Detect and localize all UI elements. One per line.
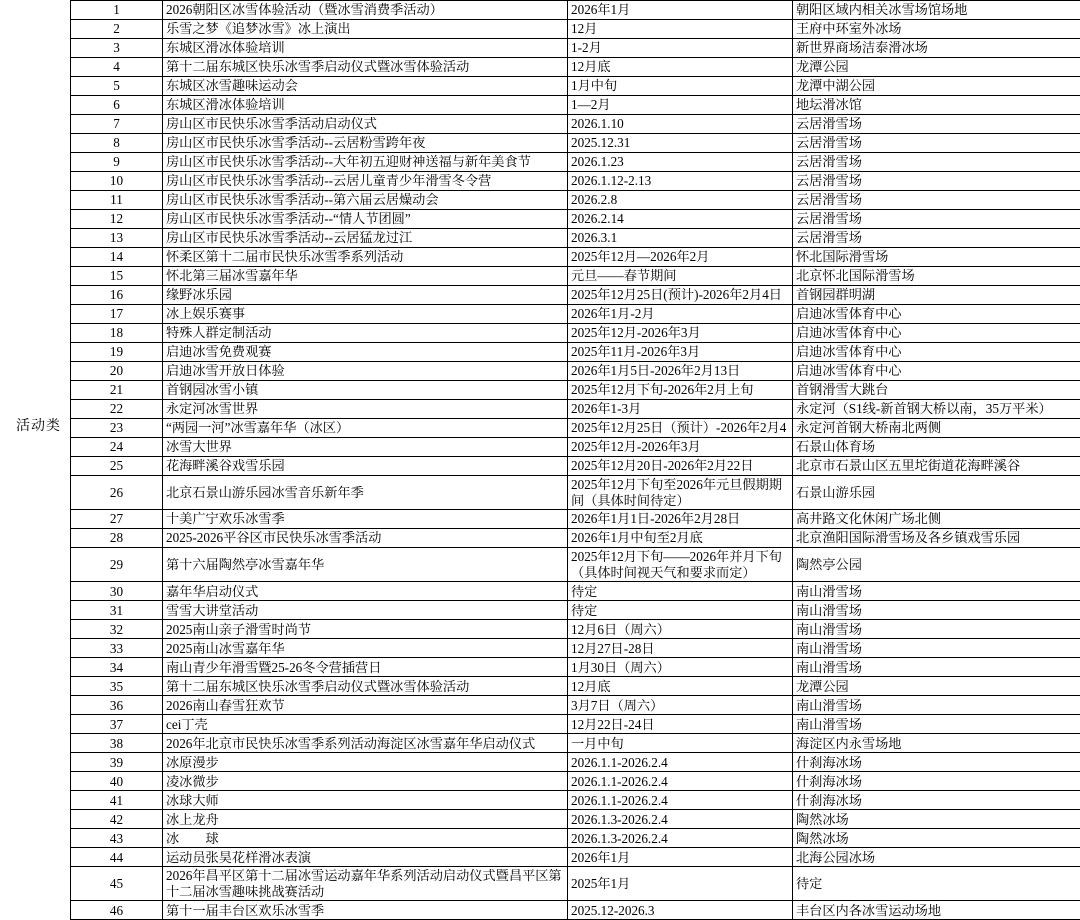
category-label: 活动类 [16, 415, 61, 435]
cell-name: 房山区市民快乐冰雪季活动--云居粉雪跨年夜 [163, 134, 568, 153]
cell-index: 22 [71, 400, 163, 419]
cell-time: 2025.12-2026.3 [568, 901, 793, 920]
cell-index: 15 [71, 267, 163, 286]
table-row [71, 639, 1080, 658]
table-row [71, 286, 1080, 305]
cell-name: 东城区冰雪趣味运动会 [163, 77, 568, 96]
activity-table [70, 0, 1080, 920]
cell-index: 4 [71, 58, 163, 77]
table-row [71, 115, 1080, 134]
cell-place: 云居滑雪场 [793, 172, 1080, 191]
cell-index: 32 [71, 620, 163, 639]
table-row [71, 867, 1080, 901]
cell-index: 36 [71, 696, 163, 715]
cell-index: 42 [71, 810, 163, 829]
cell-index: 34 [71, 658, 163, 677]
cell-name: 启迪冰雪开放日体验 [163, 362, 568, 381]
cell-name: 怀北第三届冰雪嘉年华 [163, 267, 568, 286]
cell-place: 云居滑雪场 [793, 134, 1080, 153]
cell-time: 2026.1.1-2026.2.4 [568, 791, 793, 810]
cell-place: 南山滑雪场 [793, 601, 1080, 620]
table-row [71, 267, 1080, 286]
table-row [71, 381, 1080, 400]
cell-index: 5 [71, 77, 163, 96]
cell-place: 北京怀北国际滑雪场 [793, 267, 1080, 286]
cell-name: 冰雪大世界 [163, 438, 568, 457]
table-row [71, 419, 1080, 438]
table-row [71, 810, 1080, 829]
table-row [71, 791, 1080, 810]
cell-name: 冰上娱乐赛事 [163, 305, 568, 324]
cell-name: 2025-2026平谷区市民快乐冰雪季活动 [163, 529, 568, 548]
table-row [71, 153, 1080, 172]
cell-name: 房山区市民快乐冰雪季活动--“情人节团圆” [163, 210, 568, 229]
cell-place: 什刹海冰场 [793, 791, 1080, 810]
cell-place: 南山滑雪场 [793, 639, 1080, 658]
cell-place: 龙潭公园 [793, 58, 1080, 77]
cell-time: 2025年12月—2026年2月 [568, 248, 793, 267]
table-row [71, 772, 1080, 791]
cell-time: 2025年12月-2026年3月 [568, 324, 793, 343]
cell-name: 特殊人群定制活动 [163, 324, 568, 343]
cell-name: 花海畔溪谷戏雪乐园 [163, 457, 568, 476]
cell-time: 元旦——春节期间 [568, 267, 793, 286]
cell-place: 陶然冰场 [793, 810, 1080, 829]
cell-index: 10 [71, 172, 163, 191]
cell-time: 2026年1月中旬至2月底 [568, 529, 793, 548]
cell-name: 2026朝阳区冰雪体验活动（暨冰雪消费季活动） [163, 1, 568, 20]
table-row [71, 20, 1080, 39]
table-row [71, 901, 1080, 920]
cell-name: 第十二届东城区快乐冰雪季启动仪式暨冰雪体验活动 [163, 58, 568, 77]
cell-index: 1 [71, 1, 163, 20]
cell-place: 北京渔阳国际滑雪场及各乡镇戏雪乐园 [793, 529, 1080, 548]
table-row [71, 601, 1080, 620]
cell-place: 云居滑雪场 [793, 191, 1080, 210]
cell-index: 44 [71, 848, 163, 867]
cell-name: 乐雪之梦《追梦冰雪》冰上演出 [163, 20, 568, 39]
cell-time: 2026年1月 [568, 848, 793, 867]
cell-index: 24 [71, 438, 163, 457]
table-row [71, 96, 1080, 115]
table-row [71, 210, 1080, 229]
cell-time: 1-2月 [568, 39, 793, 58]
cell-name: 永定河冰雪世界 [163, 400, 568, 419]
cell-index: 46 [71, 901, 163, 920]
cell-index: 3 [71, 39, 163, 58]
cell-name: 运动员张昊花样滑冰表演 [163, 848, 568, 867]
cell-index: 27 [71, 510, 163, 529]
cell-index: 39 [71, 753, 163, 772]
cell-time: 2026.1.23 [568, 153, 793, 172]
cell-place: 云居滑雪场 [793, 210, 1080, 229]
table-row [71, 529, 1080, 548]
cell-index: 2 [71, 20, 163, 39]
cell-index: 6 [71, 96, 163, 115]
cell-place: 首钢园群明湖 [793, 286, 1080, 305]
cell-time: 12月底 [568, 58, 793, 77]
cell-name: 冰原漫步 [163, 753, 568, 772]
cell-name: 十美广宁欢乐冰雪季 [163, 510, 568, 529]
cell-name: 第十二届东城区快乐冰雪季启动仪式暨冰雪体验活动 [163, 677, 568, 696]
cell-index: 9 [71, 153, 163, 172]
cell-name: 房山区市民快乐冰雪季活动启动仪式 [163, 115, 568, 134]
cell-time: 1—2月 [568, 96, 793, 115]
cell-time: 12月底 [568, 677, 793, 696]
cell-place: 云居滑雪场 [793, 115, 1080, 134]
cell-index: 18 [71, 324, 163, 343]
cell-index: 35 [71, 677, 163, 696]
cell-time: 2026年1月 [568, 1, 793, 20]
cell-time: 2026.2.8 [568, 191, 793, 210]
cell-index: 12 [71, 210, 163, 229]
cell-time: 12月27日-28日 [568, 639, 793, 658]
cell-place: 朝阳区域内相关冰雪场馆场地 [793, 1, 1080, 20]
cell-name: 2026年昌平区第十二届冰雪运动嘉年华系列活动启动仪式暨昌平区第十二届冰雪趣味挑战赛活动 [163, 867, 568, 901]
cell-name: 北京石景山游乐园冰雪音乐新年季 [163, 476, 568, 510]
table-row [71, 734, 1080, 753]
cell-time: 12月6日（周六） [568, 620, 793, 639]
cell-place: 龙潭中湖公园 [793, 77, 1080, 96]
cell-index: 21 [71, 381, 163, 400]
cell-time: 2025年1月 [568, 867, 793, 901]
cell-place: 启迪冰雪体育中心 [793, 305, 1080, 324]
cell-index: 45 [71, 867, 163, 901]
table-row [71, 715, 1080, 734]
cell-place: 陶然亭公园 [793, 548, 1080, 582]
cell-place: 南山滑雪场 [793, 582, 1080, 601]
cell-place: 南山滑雪场 [793, 620, 1080, 639]
cell-index: 38 [71, 734, 163, 753]
table-row [71, 248, 1080, 267]
cell-name: 第十六届陶然亭冰雪嘉年华 [163, 548, 568, 582]
cell-place: 什刹海冰场 [793, 772, 1080, 791]
table-row [71, 58, 1080, 77]
cell-name: 房山区市民快乐冰雪季活动--大年初五迎财神送福与新年美食节 [163, 153, 568, 172]
table-row [71, 753, 1080, 772]
table-row [71, 305, 1080, 324]
cell-name: cei丁壳 [163, 715, 568, 734]
table-row [71, 582, 1080, 601]
cell-place: 丰台区内各冰雪运动场地 [793, 901, 1080, 920]
cell-time: 2025年12月25日(预计)-2026年2月4日 [568, 286, 793, 305]
cell-index: 26 [71, 476, 163, 510]
cell-place: 新世界商场洁泰滑冰场 [793, 39, 1080, 58]
table-row [71, 343, 1080, 362]
table-row [71, 548, 1080, 582]
cell-index: 16 [71, 286, 163, 305]
cell-time: 2025年12月下旬至2026年元旦假期期间（具体时间待定） [568, 476, 793, 510]
cell-name: 东城区滑冰体验培训 [163, 39, 568, 58]
cell-name: 2025南山冰雪嘉年华 [163, 639, 568, 658]
cell-place: 待定 [793, 867, 1080, 901]
cell-time: 2026.3.1 [568, 229, 793, 248]
cell-index: 31 [71, 601, 163, 620]
cell-time: 12月22日-24日 [568, 715, 793, 734]
table-row [71, 510, 1080, 529]
cell-place: 陶然冰场 [793, 829, 1080, 848]
cell-place: 北京市石景山区五里坨街道花海畔溪谷 [793, 457, 1080, 476]
cell-time: 2026.1.3-2026.2.4 [568, 810, 793, 829]
table-row [71, 677, 1080, 696]
cell-time: 12月 [568, 20, 793, 39]
cell-place: 云居滑雪场 [793, 229, 1080, 248]
cell-time: 2026.2.14 [568, 210, 793, 229]
cell-name: 东城区滑冰体验培训 [163, 96, 568, 115]
cell-index: 8 [71, 134, 163, 153]
cell-place: 海淀区内永雪场地 [793, 734, 1080, 753]
cell-place: 永定河（S1线-新首钢大桥以南，35万平米） [793, 400, 1080, 419]
cell-name: 房山区市民快乐冰雪季活动--第六届云居燥动会 [163, 191, 568, 210]
table-row [71, 324, 1080, 343]
cell-place: 首钢滑雪大跳台 [793, 381, 1080, 400]
cell-place: 石景山游乐园 [793, 476, 1080, 510]
cell-place: 北海公园冰场 [793, 848, 1080, 867]
table-row [71, 457, 1080, 476]
table-row [71, 476, 1080, 510]
cell-place: 怀北国际滑雪场 [793, 248, 1080, 267]
cell-name: 房山区市民快乐冰雪季活动--云居猛龙过江 [163, 229, 568, 248]
cell-place: 南山滑雪场 [793, 715, 1080, 734]
cell-time: 2026.1.10 [568, 115, 793, 134]
cell-index: 41 [71, 791, 163, 810]
cell-index: 7 [71, 115, 163, 134]
cell-time: 2025年11月-2026年3月 [568, 343, 793, 362]
cell-time: 2025年12月-2026年3月 [568, 438, 793, 457]
cell-time: 2026年1月-2月 [568, 305, 793, 324]
cell-name: “两园一河”冰雪嘉年华（冰区） [163, 419, 568, 438]
table-row [71, 229, 1080, 248]
cell-name: 雪雪大讲堂活动 [163, 601, 568, 620]
cell-index: 30 [71, 582, 163, 601]
cell-name: 冰 球 [163, 829, 568, 848]
cell-time: 2025年12月20日-2026年2月22日 [568, 457, 793, 476]
cell-index: 33 [71, 639, 163, 658]
activity-table-body [71, 1, 1080, 920]
cell-place: 石景山体育场 [793, 438, 1080, 457]
cell-index: 20 [71, 362, 163, 381]
cell-name: 2026南山春雪狂欢节 [163, 696, 568, 715]
cell-index: 28 [71, 529, 163, 548]
table-row [71, 620, 1080, 639]
cell-name: 凌冰微步 [163, 772, 568, 791]
cell-index: 29 [71, 548, 163, 582]
cell-time: 1月30日（周六） [568, 658, 793, 677]
cell-name: 2025南山亲子滑雪时尚节 [163, 620, 568, 639]
cell-name: 房山区市民快乐冰雪季活动--云居儿童青少年滑雪冬令营 [163, 172, 568, 191]
cell-name: 首钢园冰雪小镇 [163, 381, 568, 400]
cell-name: 冰上龙舟 [163, 810, 568, 829]
cell-place: 王府中环室外冰场 [793, 20, 1080, 39]
cell-time: 2026年1-3月 [568, 400, 793, 419]
cell-place: 启迪冰雪体育中心 [793, 343, 1080, 362]
cell-index: 37 [71, 715, 163, 734]
cell-place: 云居滑雪场 [793, 153, 1080, 172]
cell-name: 2026年北京市民快乐冰雪季系列活动海淀区冰雪嘉年华启动仪式 [163, 734, 568, 753]
table-row [71, 438, 1080, 457]
cell-time: 2026.1.1-2026.2.4 [568, 753, 793, 772]
cell-place: 启迪冰雪体育中心 [793, 362, 1080, 381]
cell-name: 第十一届丰台区欢乐冰雪季 [163, 901, 568, 920]
table-row [71, 39, 1080, 58]
cell-time: 3月7日（周六） [568, 696, 793, 715]
cell-name: 怀柔区第十二届市民快乐冰雪季系列活动 [163, 248, 568, 267]
cell-name: 南山青少年滑雪暨25-26冬令营插营日 [163, 658, 568, 677]
table-row [71, 1, 1080, 20]
table-row [71, 362, 1080, 381]
cell-time: 待定 [568, 601, 793, 620]
cell-name: 冰球大师 [163, 791, 568, 810]
cell-place: 高井路文化休闲广场北侧 [793, 510, 1080, 529]
table-row [71, 829, 1080, 848]
cell-time: 2025年12月下旬-2026年2月上旬 [568, 381, 793, 400]
table-row [71, 848, 1080, 867]
cell-index: 13 [71, 229, 163, 248]
cell-place: 地坛滑冰馆 [793, 96, 1080, 115]
cell-index: 23 [71, 419, 163, 438]
cell-index: 19 [71, 343, 163, 362]
cell-index: 14 [71, 248, 163, 267]
cell-time: 1月中旬 [568, 77, 793, 96]
cell-place: 永定河首钢大桥南北两侧 [793, 419, 1080, 438]
cell-place: 什刹海冰场 [793, 753, 1080, 772]
cell-time: 2026年1月1日-2026年2月28日 [568, 510, 793, 529]
table-row [71, 77, 1080, 96]
cell-index: 43 [71, 829, 163, 848]
table-row [71, 191, 1080, 210]
cell-name: 缘野冰乐园 [163, 286, 568, 305]
cell-index: 40 [71, 772, 163, 791]
cell-time: 待定 [568, 582, 793, 601]
cell-time: 2025年12月25日（预计）-2026年2月4 [568, 419, 793, 438]
table-row [71, 696, 1080, 715]
table-row [71, 400, 1080, 419]
cell-index: 25 [71, 457, 163, 476]
cell-index: 11 [71, 191, 163, 210]
cell-place: 龙潭公园 [793, 677, 1080, 696]
cell-time: 2026.1.3-2026.2.4 [568, 829, 793, 848]
cell-time: 一月中旬 [568, 734, 793, 753]
cell-time: 2026.1.12-2.13 [568, 172, 793, 191]
table-row [71, 134, 1080, 153]
cell-time: 2025.12.31 [568, 134, 793, 153]
cell-time: 2026.1.1-2026.2.4 [568, 772, 793, 791]
cell-index: 17 [71, 305, 163, 324]
cell-time: 2026年1月5日-2026年2月13日 [568, 362, 793, 381]
cell-name: 嘉年华启动仪式 [163, 582, 568, 601]
table-row [71, 658, 1080, 677]
cell-place: 南山滑雪场 [793, 658, 1080, 677]
cell-place: 启迪冰雪体育中心 [793, 324, 1080, 343]
cell-place: 南山滑雪场 [793, 696, 1080, 715]
cell-name: 启迪冰雪免费观赛 [163, 343, 568, 362]
table-row [71, 172, 1080, 191]
cell-time: 2025年12月下旬——2026年并月下旬（具体时间视天气和要求而定） [568, 548, 793, 582]
